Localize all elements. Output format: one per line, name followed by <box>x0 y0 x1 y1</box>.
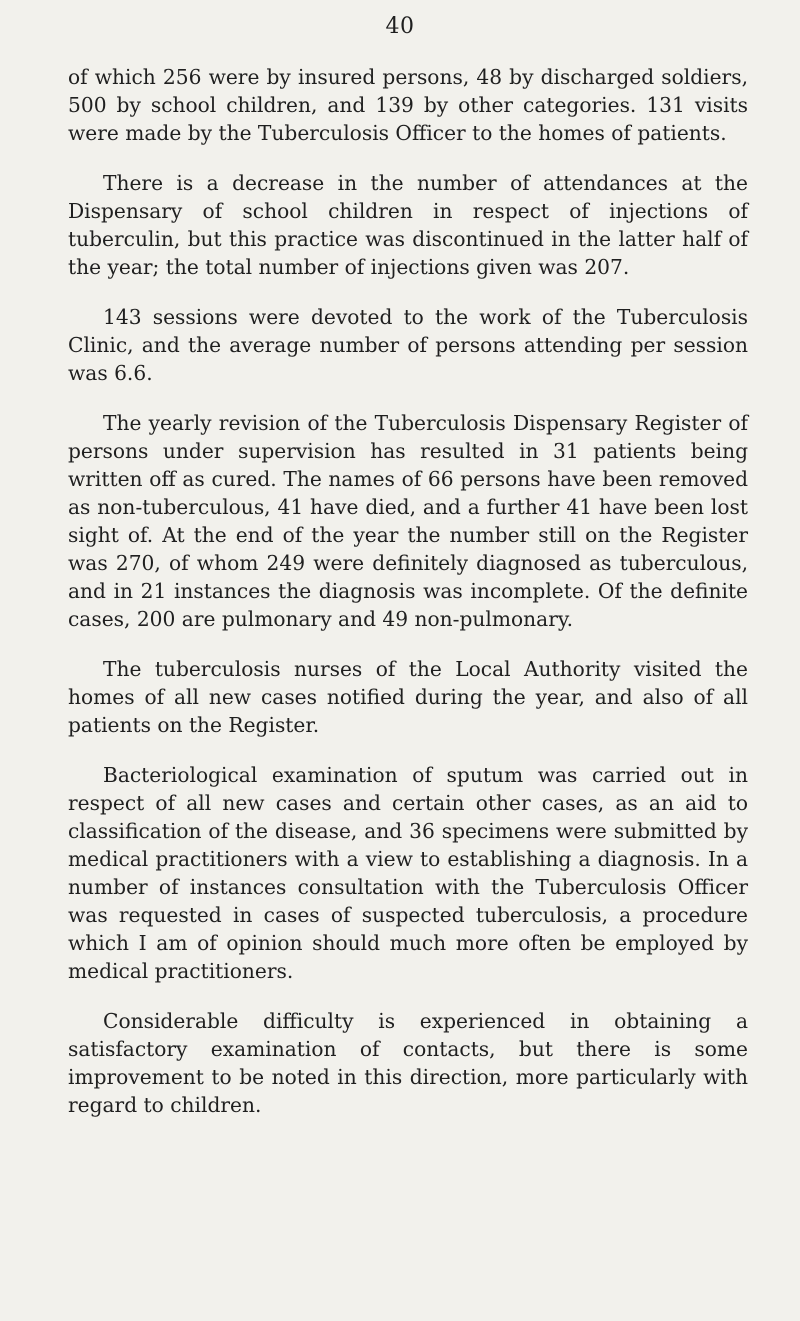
paragraph-tuberculin-injections: There is a decrease in the number of attendances at the Dispensary of school children in respect of injections of tuberculin, but this practice was discontinued in the latter half of the year; the total number of injections given was 207. <box>68 171 748 279</box>
paragraph-attendances: of which 256 were by insured persons, 48 by discharged soldiers, 500 by school children, and 139 by other categories. 131 visits were made by the Tuberculosis Officer to the homes of patients. <box>68 65 748 145</box>
page-number: 40 <box>385 14 415 39</box>
paragraph-clinic-sessions: 143 sessions were devoted to the work of the Tuberculosis Clinic, and the average number of persons attending per session was 6.6. <box>68 305 748 385</box>
paragraph-bacteriological-examination: Bacteriological examination of sputum was carried out in respect of all new cases and certain other cases, as an aid to classification of the disease, and 36 specimens were submitted by medical practitioners with a view to establishing a diagnosis. In a number of instances consultation with the Tuberculosis Officer was requested in cases of suspected tuberculosis, a procedure which I am of opinion should much more often be employed by medical practitioners. <box>68 763 748 983</box>
body-text <box>68 63 748 1119</box>
paragraph-register-revision: The yearly revision of the Tuberculosis Dispensary Register of persons under supervision has resulted in 31 patients being written off as cured. The names of 66 persons have been removed as non-tuberculous, 41 have died, and a further 41 have been lost sight of. At the end of the year the number still on the Register was 270, of whom 249 were definitely diagnosed as tuberculous, and in 21 instances the diagnosis was incomplete. Of the definite cases, 200 are pulmonary and 49 non-pulmonary. <box>68 411 748 631</box>
paragraph-contacts-examination: Considerable difficulty is experienced in obtaining a satisfactory examination of contacts, but there is some improvement to be noted in this direction, more particularly with regard to children. <box>68 1009 748 1117</box>
paragraph-nurse-visits: The tuberculosis nurses of the Local Authority visited the homes of all new cases notified during the year, and also of all patients on the Register. <box>68 657 748 737</box>
